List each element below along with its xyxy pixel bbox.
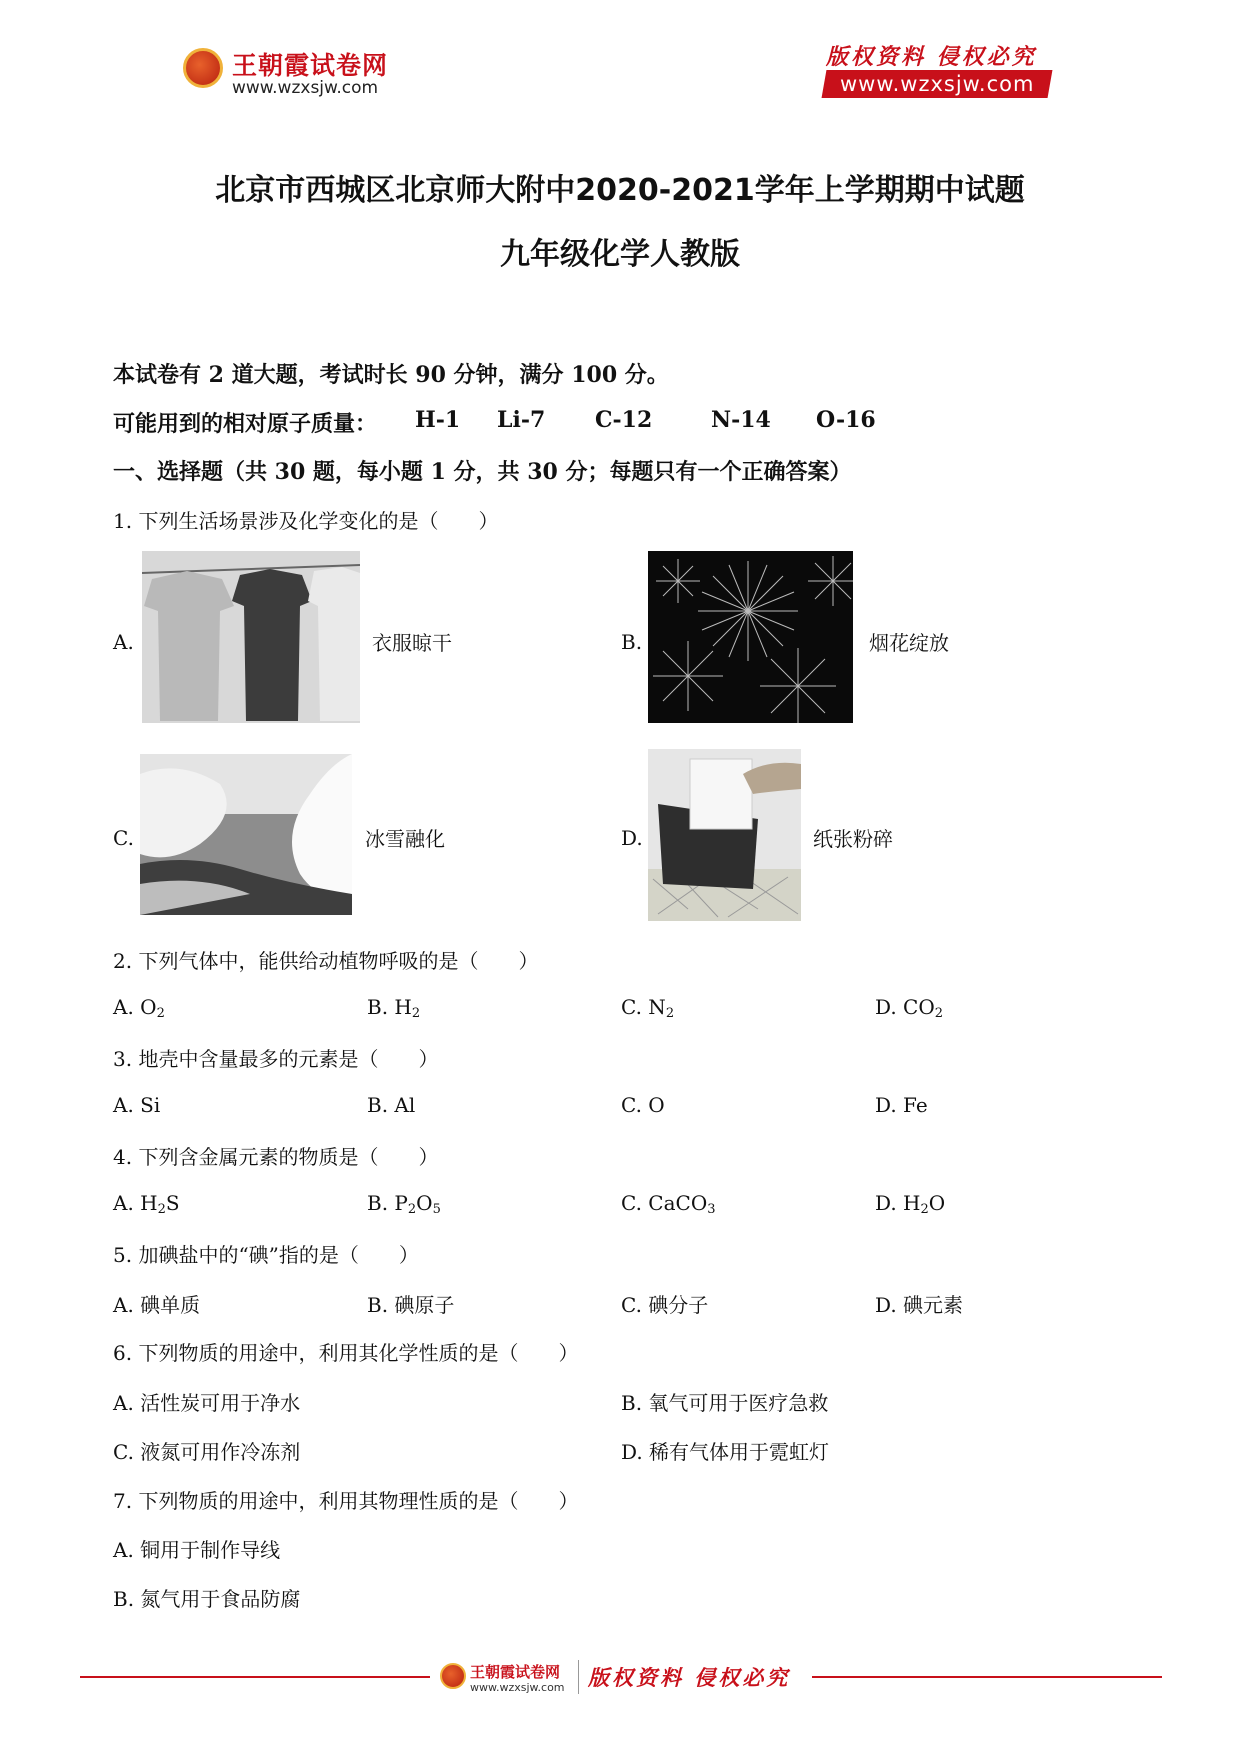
footer-logo-name: 王朝霞试卷网 <box>470 1663 561 1681</box>
clothes-drying-image <box>142 551 360 723</box>
option-d: D. Fe <box>875 1093 928 1117</box>
option-d: D. 碘元素 <box>875 1293 964 1317</box>
option-d: D. $CO_2$ <box>875 995 944 1021</box>
option-c: C. 碘分子 <box>621 1293 709 1317</box>
option-text: 纸张粉碎 <box>813 827 893 851</box>
melting-ice-image <box>140 754 352 915</box>
option-b: B. Al <box>367 1093 416 1117</box>
logo-name: 王朝霞试卷网 <box>232 51 389 80</box>
option-b: B. 氮气用于食品防腐 <box>113 1587 301 1611</box>
footer-rights: 版权资料 侵权必究 <box>588 1665 791 1690</box>
option-text: 冰雪融化 <box>365 827 445 851</box>
fireworks-image <box>648 551 853 723</box>
atomic-mass-item: H-1 <box>415 407 461 433</box>
option-a: A. $O_2$ <box>113 995 165 1021</box>
option-letter: D. <box>621 826 643 850</box>
question-3: 3. 地壳中含量最多的元素是（ ） <box>113 1047 439 1071</box>
option-c: C. O <box>621 1093 665 1117</box>
option-b: B. $P_2O_5$ <box>367 1191 441 1217</box>
atomic-mass-item: O-16 <box>816 407 876 433</box>
option-letter: A. <box>113 630 134 654</box>
page-title: 北京市西城区北京师大附中2020-2021学年上学期期中试题 <box>215 173 1025 208</box>
footer-logo-url: www.wzxsjw.com <box>470 1681 565 1694</box>
logo-badge <box>183 48 223 88</box>
question-7: 7. 下列物质的用途中，利用其物理性质的是（ ） <box>113 1489 579 1513</box>
option-b: B. 氧气可用于医疗急救 <box>621 1391 829 1415</box>
atomic-mass-item: Li-7 <box>497 407 546 433</box>
option-a: A. 活性炭可用于净水 <box>113 1391 301 1415</box>
footer-divider-left <box>80 1676 430 1678</box>
option-text: 烟花绽放 <box>869 631 949 655</box>
option-d: D. 稀有气体用于霓虹灯 <box>621 1440 830 1464</box>
question-2: 2. 下列气体中，能供给动植物呼吸的是（ ） <box>113 949 539 973</box>
footer-divider-right <box>812 1676 1162 1678</box>
logo-url: www.wzxsjw.com <box>232 78 379 98</box>
option-letter: C. <box>113 826 134 850</box>
atomic-mass-item: C-12 <box>595 407 653 433</box>
atomic-mass-label: 可能用到的相对原子质量： <box>113 411 378 437</box>
header-rights: 版权资料 侵权必究 <box>826 44 1037 70</box>
option-c: C. $N_2$ <box>621 995 675 1021</box>
option-text: 衣服晾干 <box>372 631 452 655</box>
footer-logo-badge <box>440 1663 466 1689</box>
option-letter: B. <box>621 630 643 654</box>
section-heading: 一、选择题（共 30 题，每小题 1 分，共 30 分；每题只有一个正确答案） <box>113 459 852 485</box>
exam-info: 本试卷有 2 道大题，考试时长 90 分钟，满分 100 分。 <box>113 362 669 388</box>
option-c: C. 液氮可用作冷冻剂 <box>113 1440 301 1464</box>
question-6: 6. 下列物质的用途中，利用其化学性质的是（ ） <box>113 1341 579 1365</box>
option-b: B. 碘原子 <box>367 1293 455 1317</box>
question-4: 4. 下列含金属元素的物质是（ ） <box>113 1145 439 1169</box>
option-a: A. 铜用于制作导线 <box>113 1538 281 1562</box>
option-a: A. $H_2S$ <box>113 1191 180 1217</box>
question-5: 5. 加碘盐中的“碘”指的是（ ） <box>113 1243 419 1267</box>
option-b: B. $H_2$ <box>367 995 421 1021</box>
atomic-mass-item: N-14 <box>711 407 771 433</box>
question-1: 1. 下列生活场景涉及化学变化的是（ ） <box>113 509 499 533</box>
header-url-banner <box>822 70 1053 98</box>
header-url-banner-text: www.wzxsjw.com <box>839 72 1035 96</box>
footer-separator <box>578 1660 579 1694</box>
paper-shredder-image <box>648 749 801 921</box>
page-subtitle: 九年级化学人教版 <box>500 237 740 272</box>
option-a: A. 碘单质 <box>113 1293 201 1317</box>
option-a: A. Si <box>113 1093 161 1117</box>
option-d: D. $H_2O$ <box>875 1191 946 1217</box>
option-c: C. CaCO$_3$ <box>621 1191 716 1217</box>
